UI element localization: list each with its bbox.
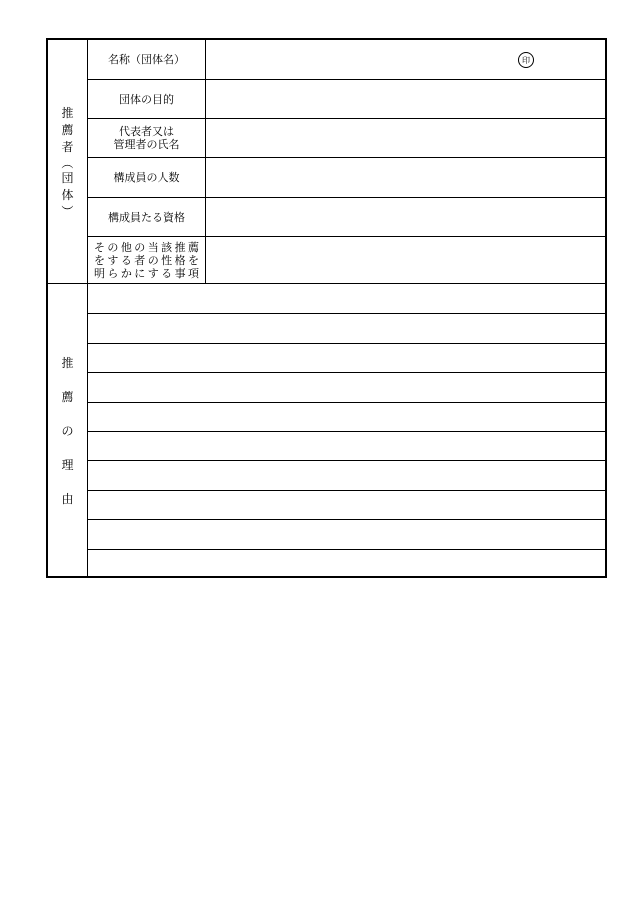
side-char: 者 (61, 140, 74, 154)
reason-rule-line (88, 372, 605, 373)
side-char: 推 (61, 356, 74, 370)
row-representative (88, 119, 605, 158)
side-char: 由 (61, 492, 74, 506)
reason-rule-line (88, 460, 605, 461)
field-other-matters[interactable] (206, 237, 605, 283)
side-paren-open: （ (60, 156, 75, 170)
side-paren-close: ） (60, 204, 75, 218)
reason-side-label (48, 284, 88, 578)
reason-rule-line (88, 490, 605, 491)
label-other-matters: その他の当該推薦 をする者の性格を 明らかにする事項 (88, 237, 206, 283)
row-member-count (88, 158, 605, 198)
side-char: 体 (61, 188, 74, 202)
recommendation-form (46, 38, 607, 578)
field-member-count[interactable] (206, 158, 605, 197)
side-char: の (61, 424, 74, 438)
label-member-count: 構成員の人数 (88, 158, 206, 197)
field-representative[interactable] (206, 119, 605, 157)
field-name[interactable] (206, 40, 605, 79)
side-char: 推 (61, 106, 74, 120)
seal-icon: 印 (518, 52, 534, 68)
label-qualification: 構成員たる資格 (88, 198, 206, 236)
label-representative: 代表者又は 管理者の氏名 (88, 119, 206, 157)
reason-rule-line (88, 519, 605, 520)
side-char: 薦 (61, 123, 74, 137)
side-char: 薦 (61, 390, 74, 404)
side-char: 団 (61, 171, 74, 185)
row-purpose (88, 80, 605, 119)
row-name (88, 40, 605, 80)
field-purpose[interactable] (206, 80, 605, 118)
row-other-matters (88, 237, 605, 284)
side-char: 理 (61, 458, 74, 472)
reason-rule-line (88, 549, 605, 550)
reason-rule-line (88, 343, 605, 344)
field-qualification[interactable] (206, 198, 605, 236)
recommender-side-label (48, 40, 88, 284)
row-qualification (88, 198, 605, 237)
reason-rule-line (88, 313, 605, 314)
reason-rule-line (88, 431, 605, 432)
label-name: 名称（団体名） (88, 40, 206, 79)
label-purpose: 団体の目的 (88, 80, 206, 118)
reason-rule-line (88, 402, 605, 403)
